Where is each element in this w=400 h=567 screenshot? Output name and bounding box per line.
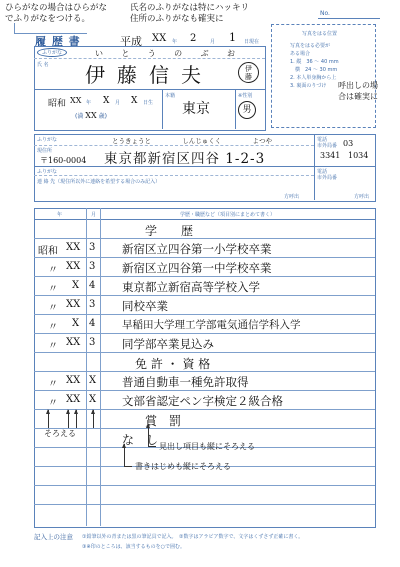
section-heading-awards: 賞 罰: [145, 414, 182, 428]
seal-char: 藤: [245, 73, 252, 81]
birth-day: X: [131, 96, 138, 106]
furigana-char: い: [95, 49, 103, 58]
row-year: XX: [66, 261, 81, 272]
contact-label: 連 絡 先（現住所以外に連絡を希望する場合のみ記入）: [37, 179, 161, 185]
arrow-up-icon: [48, 410, 49, 428]
sex-value: 男: [238, 101, 256, 119]
arrow-up-icon: [124, 444, 125, 466]
arrow-up-icon: [68, 410, 69, 428]
annotation-kaki: 書きはじめも縦にそろえる: [135, 462, 231, 471]
footer-note-2: ③※印のところは、該当するものを○で囲む。: [82, 544, 186, 550]
phone-label: 電話: [317, 137, 328, 143]
row-text: 早稲田大学理工学部電気通信学科入学: [122, 319, 301, 331]
furigana-char: の: [174, 49, 183, 58]
phone-exchange: 3341: [320, 151, 341, 160]
col-year: 年: [57, 212, 63, 218]
arrow-up-icon: [148, 424, 149, 446]
contact-furigana-label: ふりがな: [37, 169, 58, 175]
furigana-char: お: [226, 49, 235, 58]
row-month: X: [89, 375, 97, 386]
contact-phone-sub: 市外局番: [317, 175, 338, 181]
seal-stamp: [238, 62, 259, 83]
col-month: 月: [91, 212, 97, 218]
furigana-label: ふりがな: [37, 48, 67, 57]
name-value: 伊藤信夫: [85, 63, 213, 87]
address-furigana-label: ふりがな: [37, 137, 58, 143]
row-month: 3: [89, 261, 96, 272]
date-year: XX: [152, 33, 167, 44]
row-era: 〃: [48, 379, 58, 390]
phone-area-code: 03: [343, 139, 354, 148]
honseki-value: 東京: [182, 101, 210, 117]
date-day-unit: 日現在: [244, 39, 260, 45]
age-close: 歳): [98, 113, 107, 120]
contact-care: 方呼出: [284, 194, 300, 200]
row-text: 新宿区立四谷第一小学校卒業: [122, 242, 272, 256]
address-value: 東京都新宿区四谷 1-2-3: [104, 151, 266, 167]
row-era: 〃: [48, 341, 58, 352]
row-year: XX: [66, 394, 81, 405]
annotation-line: 氏名のふりがなは特にハッキリ: [130, 3, 250, 13]
row-text: 同校卒業: [122, 299, 168, 313]
honseki-label: 本籍: [165, 93, 176, 99]
row-text-none: な し: [122, 433, 159, 447]
row-era: 〃: [48, 303, 58, 314]
phone-sub-label: 市外局番: [317, 143, 338, 149]
footer-note-1: ①鉛筆以外の青または黒の筆記具で記入。 ②数字はアラビア数字で、文字はくずさず正確に書く。: [82, 534, 304, 540]
row-era: 〃: [48, 265, 58, 276]
seal-char: 伊: [245, 65, 252, 73]
arrow-up-icon: [93, 410, 94, 428]
contact-care-2: 方呼出: [354, 194, 370, 200]
date-year-unit: 年: [172, 39, 178, 45]
section-heading-license: 免 許 ・ 資 格: [135, 357, 211, 371]
photo-title: 写真をはる位置: [302, 31, 338, 37]
annotation-line: でふりがなをつける。: [5, 14, 91, 24]
birth-era: 昭和: [48, 99, 67, 109]
row-month: 3: [89, 242, 96, 253]
contact-phone-label: 電話: [317, 169, 328, 175]
annotation-phone: [338, 80, 378, 102]
row-text: 東京都立新宿高等学校入学: [122, 280, 260, 294]
photo-line: 写真をはる必要が: [290, 43, 331, 49]
age-open: (満: [75, 113, 84, 120]
row-era: 〃: [48, 284, 58, 295]
annotation-line: ひらがなの場合はひらがな: [5, 3, 108, 13]
birth-month-unit: 月: [115, 100, 121, 106]
form-title: 履 歴 書: [35, 35, 81, 48]
row-text: 新宿区立四谷第一中学校卒業: [122, 261, 272, 275]
row-text: 同学部卒業見込み: [122, 337, 214, 351]
photo-line: 横 24 ～ 30 mm: [290, 67, 338, 73]
annotation-line: 住所のふりがなも確実に: [130, 14, 224, 24]
row-month: 3: [89, 299, 96, 310]
birth-year-unit: 年: [86, 100, 92, 106]
photo-line: 3. 裏面のりづけ: [290, 83, 327, 89]
phone-number: 1034: [348, 151, 369, 160]
row-text: 普通自動車一種免許取得: [122, 375, 249, 389]
birth-day-unit: 日生: [143, 100, 154, 106]
row-year: X: [72, 318, 80, 329]
number-label: No.: [320, 10, 330, 17]
annotation-furigana-hiragana: [5, 3, 107, 25]
annotation-midashi: 見出し項目も縦にそろえる: [159, 442, 255, 451]
row-month: 4: [89, 318, 96, 329]
photo-line: ある場合: [290, 51, 311, 57]
row-era: 〃: [48, 322, 58, 333]
address-furigana: [112, 136, 272, 145]
birth-month: X: [103, 96, 110, 106]
arrow-up-icon: [76, 410, 77, 428]
date-month: 2: [190, 33, 197, 44]
col-description: 学歴・職歴など（項目別にまとめて書く）: [180, 212, 276, 218]
annotation-align: そろえる: [44, 429, 76, 438]
row-year: XX: [66, 299, 81, 310]
row-year: XX: [66, 242, 81, 253]
row-era: 昭和: [38, 246, 58, 257]
age: [75, 111, 107, 120]
age-value: XX: [85, 111, 97, 120]
furigana-char: ぶ: [200, 49, 209, 58]
postal-code: 〒160-0004: [40, 156, 87, 165]
furigana-char: と: [121, 49, 130, 58]
sex-label: ※性別: [238, 93, 253, 99]
row-era: 〃: [48, 398, 58, 409]
annotation-name-furigana: [130, 3, 249, 25]
row-month: X: [89, 394, 97, 405]
row-text: 文部省認定ペン字検定２級合格: [122, 394, 283, 408]
row-month: 3: [89, 337, 96, 348]
address-label: 現住所: [37, 148, 53, 154]
section-heading-education: 学 歴: [145, 224, 194, 238]
birth-year: XX: [70, 96, 82, 105]
footer-title: 記入上の注意: [34, 533, 73, 541]
furigana-chunk: とうきょうと: [112, 137, 151, 145]
furigana-chunk: よつや: [252, 137, 272, 145]
furigana-char: う: [147, 49, 156, 58]
annotation-line: 合は確実に: [338, 92, 378, 101]
name-label: 氏 名: [37, 62, 49, 68]
annotation-line: 呼出しの場: [338, 81, 378, 90]
date-month-unit: 月: [210, 39, 216, 45]
photo-line: 1. 縦 36 ～ 40 mm: [290, 59, 339, 65]
furigana-chunk: しんじゅくく: [182, 137, 222, 145]
photo-line: 2. 本人単身胸から上: [290, 75, 337, 81]
date-era: 平成: [120, 35, 142, 48]
row-year: X: [72, 280, 80, 291]
photo-instructions: [290, 30, 339, 90]
row-month: 4: [89, 280, 96, 291]
date-day: 1: [229, 31, 236, 44]
row-year: XX: [66, 337, 81, 348]
row-year: XX: [66, 375, 81, 386]
